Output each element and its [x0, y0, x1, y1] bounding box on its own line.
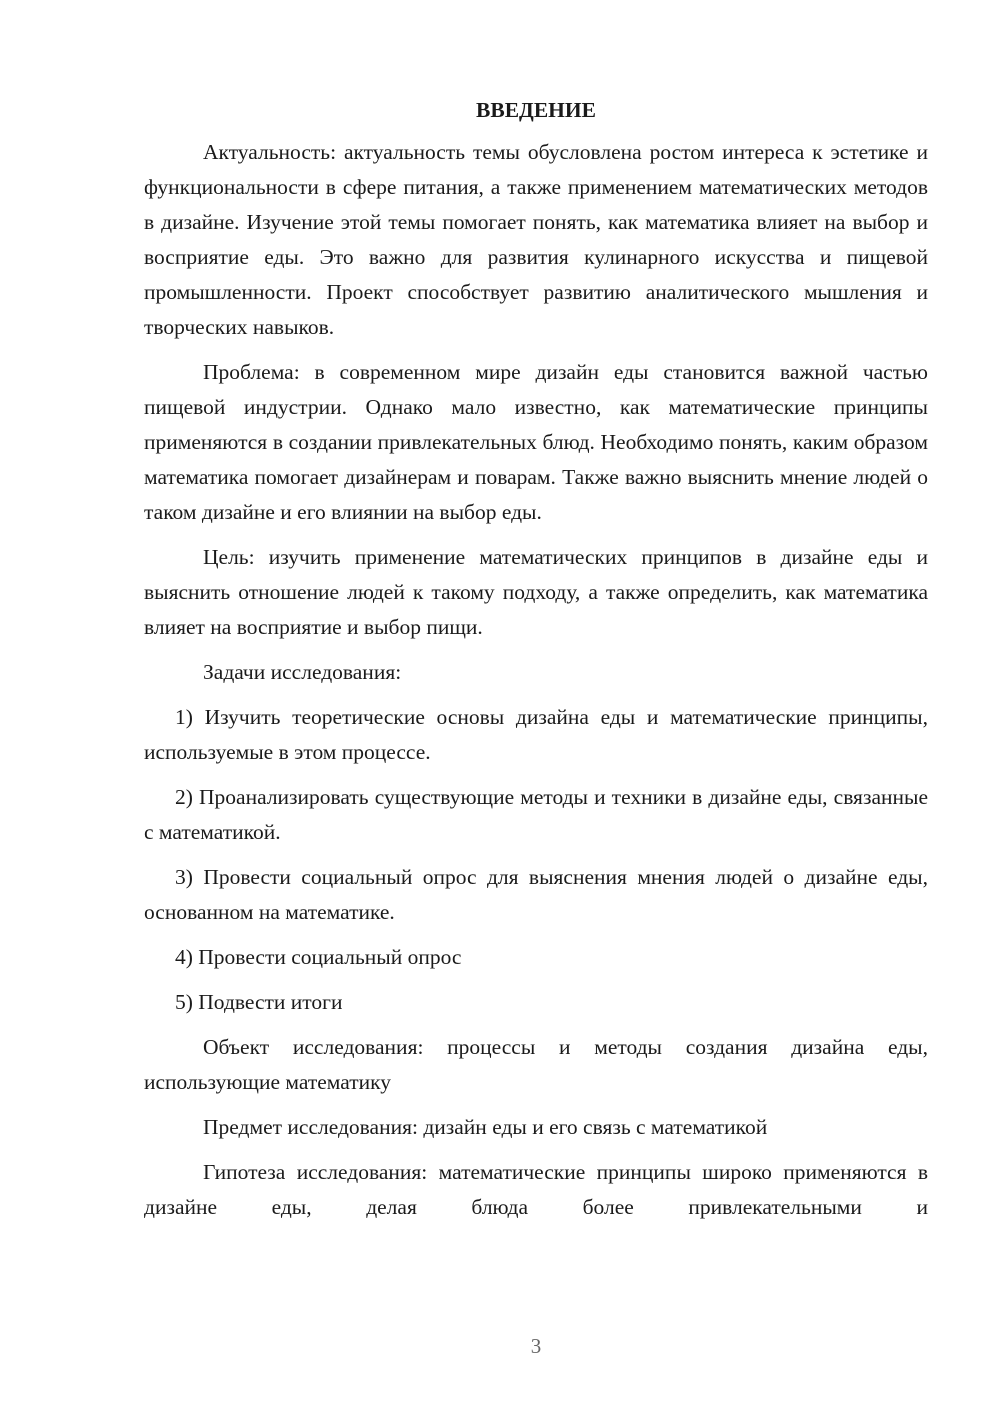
hypothesis-paragraph: Гипотеза исследования: математические принципы широко применяются в дизайне еды, делая блюда более привлекательными и	[144, 1160, 928, 1219]
section-heading: ВВЕДЕНИЕ	[476, 98, 596, 122]
task-item-4: 4) Провести социальный опрос	[175, 945, 462, 969]
relevance-paragraph: Актуальность: актуальность темы обусловлена ростом интереса к эстетике и функциональности в сфере питания, а также применением математических методов в дизайне. Изучение этой темы помогает понять, как математика влияет на выбор и восприятие еды. Это важно для развития кулинарного искусства и пищевой промышленности. Проект способствует развитию аналитического мышления и творческих навыков.	[144, 140, 928, 339]
page-content	[144, 91, 928, 1225]
object-paragraph: Объект исследования: процессы и методы создания дизайна еды, использующие математику	[144, 1035, 928, 1094]
tasks-heading: Задачи исследования:	[203, 660, 402, 684]
task-item-1: 1) Изучить теоретические основы дизайна еды и математические принципы, используемые в этом процессе.	[144, 705, 928, 764]
subject-paragraph: Предмет исследования: дизайн еды и его связь с математикой	[203, 1115, 768, 1139]
goal-paragraph: Цель: изучить применение математических принципов в дизайне еды и выяснить отношение людей к такому подходу, а также определить, как математика влияет на восприятие и выбор пищи.	[144, 545, 928, 639]
page-number: 3	[530, 1334, 542, 1358]
task-item-3: 3) Провести социальный опрос для выяснения мнения людей о дизайне еды, основанном на математике.	[144, 865, 928, 924]
task-item-5: 5) Подвести итоги	[175, 990, 343, 1014]
problem-paragraph: Проблема: в современном мире дизайн еды становится важной частью пищевой индустрии. Однако мало известно, как математические принципы применяются в создании привлекательных блюд. Необходимо понять, каким образом математика помогает дизайнерам и поварам. Также важно выяснить мнение людей о таком дизайне и его влиянии на выбор еды.	[144, 360, 928, 524]
task-item-2: 2) Проанализировать существующие методы и техники в дизайне еды, связанные с математикой.	[144, 785, 928, 844]
